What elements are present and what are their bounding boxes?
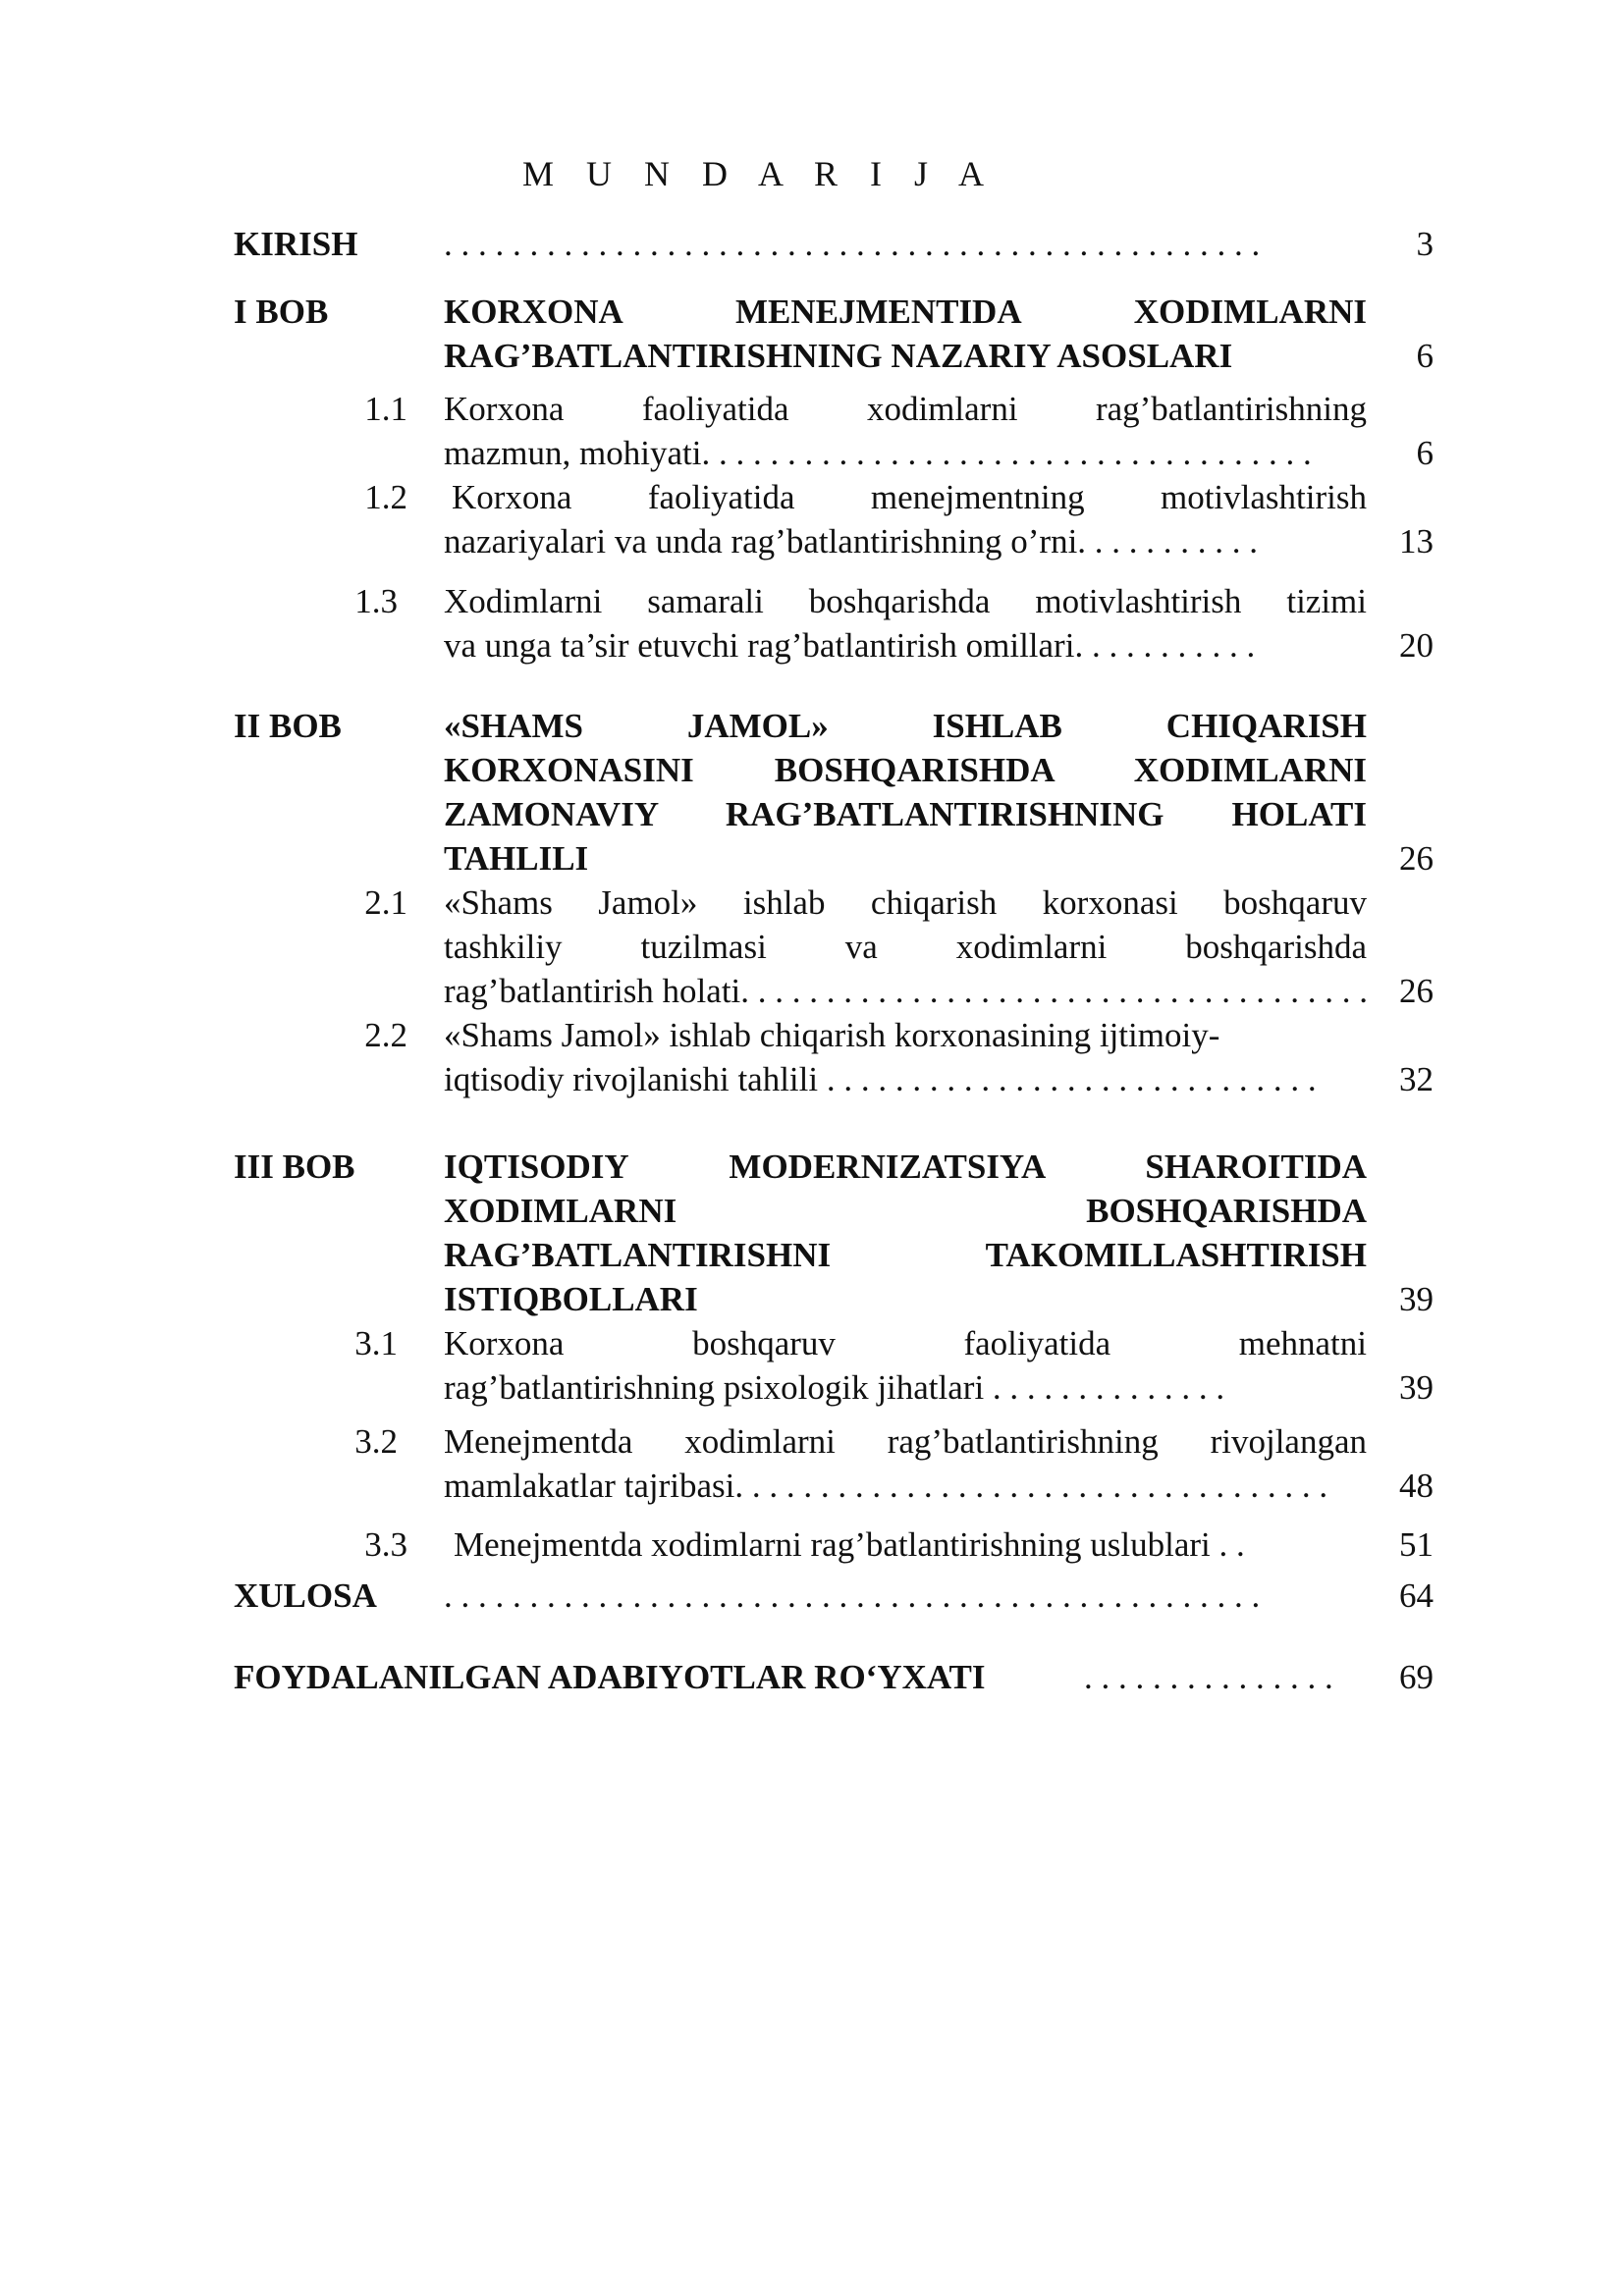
toc-label-references: FOYDALANILGAN ADABIYOTLAR RO‘YXATI	[234, 1658, 986, 1696]
toc-num-3-3: 3.3	[364, 1525, 407, 1564]
toc-num-2-1: 2.1	[364, 883, 407, 922]
toc-page-references: 69	[1399, 1658, 1434, 1696]
toc-label-ch3: III BOB	[234, 1148, 355, 1186]
toc-page-1-3: 20	[1399, 626, 1434, 665]
toc-title-ch3: IQTISODIY MODERNIZATSIYA SHAROITIDA XODIMLARNI BOSHQARISHDA RAG’BATLANTIRISHNI TAKOMILLASHTIRISH ISTIQBOLLARI	[444, 1148, 1367, 1318]
toc-num-1-1: 1.1	[364, 390, 407, 428]
toc-num-2-2: 2.2	[364, 1016, 407, 1054]
toc-label-ch1: I BOB	[234, 293, 329, 331]
toc-dots-references: . . . . . . . . . . . . . . .	[1084, 1658, 1333, 1696]
toc-dots-xulosa: . . . . . . . . . . . . . . . . . . . . . . . . . . . . . . . . . . . . . . . . . . . . . . . .	[444, 1576, 1261, 1615]
toc-page-2-1: 26	[1399, 972, 1434, 1010]
toc-entry-2-1: «Shams Jamol» ishlab chiqarish korxonasi boshqaruv tashkiliy tuzilmasi va xodimlarni boshqarishda rag’batlantirish holati. . . . . . . . . . . . . . . . . . . . . . . . . . . . . . . . . . . . .	[444, 883, 1369, 1010]
toc-entry-2-2: «Shams Jamol» ishlab chiqarish korxonasining ijtimoiy- iqtisodiy rivojlanishi tahlili . . . . . . . . . . . . . . . . . . . . . . . . . . . . .	[444, 1016, 1317, 1098]
toc-title-ch1: KORXONA MENEJMENTIDA XODIMLARNI RAG’BATLANTIRISHNING NAZARIY ASOSLARI	[444, 293, 1367, 375]
toc-entry-1-1: Korxona faoliyatida xodimlarni rag’batlantirishning mazmun, mohiyati. . . . . . . . . . . . . . . . . . . . . . . . . . . . . . . . . . . .	[444, 390, 1367, 472]
toc-page-2-2: 32	[1399, 1060, 1434, 1098]
toc-page-3-3: 51	[1399, 1525, 1434, 1564]
toc-entry-3-3: Menejmentda xodimlarni rag’batlantirishning uslublari . .	[454, 1525, 1245, 1564]
toc-page-ch2: 26	[1399, 839, 1434, 878]
toc-page-3-1: 39	[1399, 1368, 1434, 1407]
toc-num-1-3: 1.3	[354, 582, 398, 620]
toc-page-kirish: 3	[1416, 225, 1434, 263]
toc-num-3-1: 3.1	[354, 1324, 398, 1362]
toc-num-1-2: 1.2	[364, 478, 407, 516]
toc-page-xulosa: 64	[1399, 1576, 1434, 1615]
toc-label-xulosa: XULOSA	[234, 1576, 377, 1615]
toc-label-ch2: II BOB	[234, 707, 342, 745]
toc-title-ch2: «SHAMS JAMOL» ISHLAB CHIQARISH KORXONASINI BOSHQARISHDA XODIMLARNI ZAMONAVIY RAG’BATLANTIRISHNING HOLATI TAHLILI	[444, 707, 1367, 878]
toc-dots-kirish: . . . . . . . . . . . . . . . . . . . . . . . . . . . . . . . . . . . . . . . . . . . . . . . .	[444, 225, 1261, 263]
toc-page-ch1: 6	[1416, 337, 1434, 375]
toc-entry-1-3: Xodimlarni samarali boshqarishda motivlashtirish tizimi va unga ta’sir etuvchi rag’batlantirish omillari. . . . . . . . . . .	[444, 582, 1367, 665]
toc-label-kirish: KIRISH	[234, 225, 358, 263]
page-title: M U N D A R I J A	[522, 154, 997, 193]
toc-page-3-2: 48	[1399, 1467, 1434, 1505]
toc-entry-1-2: Korxona faoliyatida menejmentning motivlashtirish nazariyalari va unda rag’batlantirishning o’rni. . . . . . . . . . .	[444, 478, 1367, 561]
toc-page-1-1: 6	[1416, 434, 1434, 472]
toc-num-3-2: 3.2	[354, 1422, 398, 1461]
toc-page-ch3: 39	[1399, 1280, 1434, 1318]
toc-entry-3-1: Korxona boshqaruv faoliyatida mehnatni rag’batlantirishning psixologik jihatlari . . . . . . . . . . . . . .	[444, 1324, 1367, 1407]
toc-entry-3-2: Menejmentda xodimlarni rag’batlantirishning rivojlangan mamlakatlar tajribasi. . . . . . . . . . . . . . . . . . . . . . . . . . . . . . . . . . .	[444, 1422, 1367, 1505]
toc-page-1-2: 13	[1399, 522, 1434, 561]
